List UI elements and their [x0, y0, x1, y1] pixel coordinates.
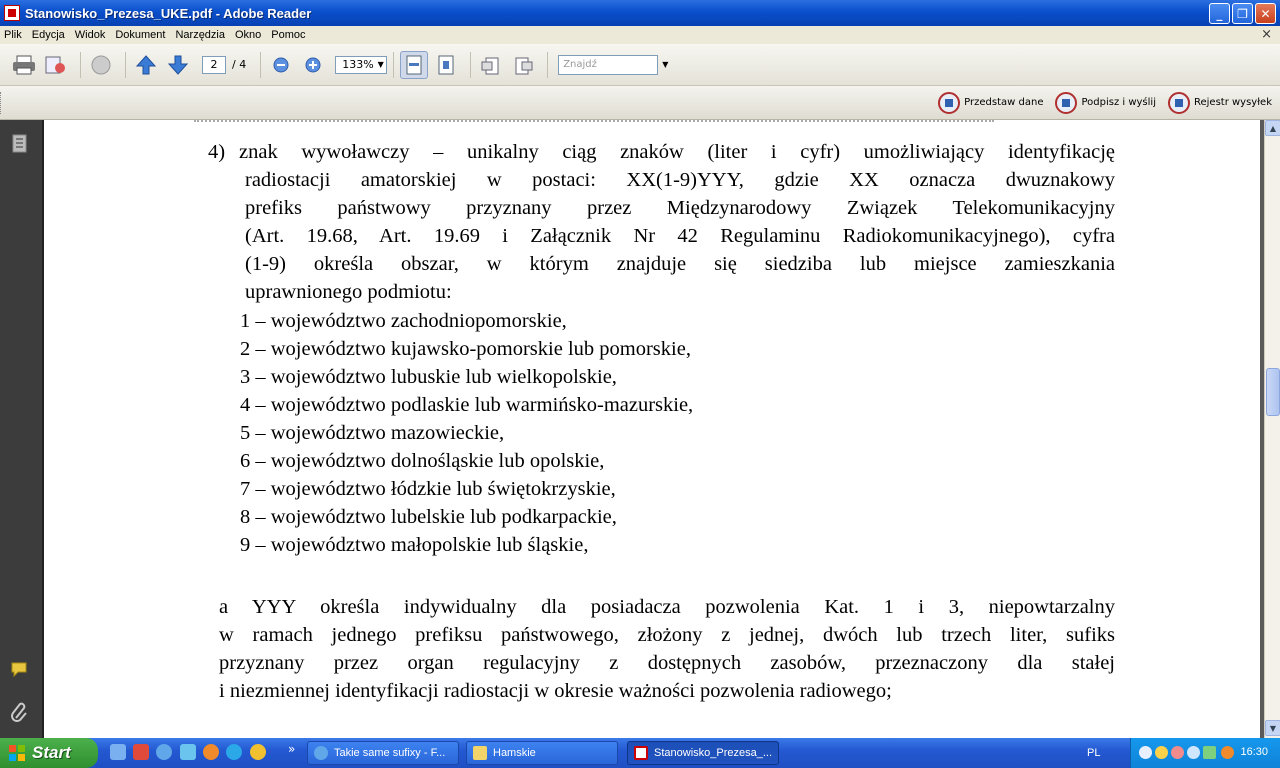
toolbar-separator: [547, 52, 548, 78]
region-item: 7 – województwo łódzkie lub świętokrzyskie,: [240, 478, 616, 500]
sign-send-icon: [1055, 92, 1077, 114]
menu-widok[interactable]: Widok: [74, 29, 106, 41]
arrow-down-icon: [167, 54, 189, 76]
zoom-out-icon: [272, 56, 290, 74]
region-item: 6 – województwo dolnośląskie lub opolskie,: [240, 450, 605, 472]
przedstaw-dane-button[interactable]: [938, 92, 1043, 114]
clipped-previous-line: [194, 120, 994, 122]
minimize-button[interactable]: _: [1209, 3, 1230, 24]
rejestr-wysylek-button[interactable]: [1168, 92, 1272, 114]
folder-icon: [473, 746, 487, 760]
menu-edycja[interactable]: Edycja: [31, 29, 65, 41]
search-dropdown-icon[interactable]: ▼: [662, 60, 669, 69]
printer-icon: [12, 54, 36, 76]
zoom-in-button[interactable]: [299, 51, 327, 79]
task-label: Stanowisko_Prezesa_...: [654, 747, 773, 759]
rotate-icon: [480, 54, 502, 76]
tray-app-icon[interactable]: [1155, 746, 1168, 759]
para1-line: uprawnionego podmiotu:: [245, 281, 452, 303]
task-firefox[interactable]: [307, 741, 459, 765]
globe-icon: [90, 54, 112, 76]
menu-narzedzia[interactable]: Narzędzia: [175, 29, 225, 41]
region-item: 2 – województwo kujawsko-pomorskie lub pomorskie,: [240, 338, 691, 360]
scroll-down-button[interactable]: ▼: [1265, 720, 1280, 736]
tray-app-icon[interactable]: [1139, 746, 1152, 759]
previous-page-button[interactable]: [132, 51, 160, 79]
window-title: Stanowisko_Prezesa_UKE.pdf - Adobe Reader: [25, 5, 312, 21]
tray-network-icon[interactable]: [1187, 746, 1200, 759]
task-label: Takie same sufixy - F...: [334, 747, 446, 759]
fit-width-icon: [405, 55, 423, 75]
pages-icon[interactable]: [10, 134, 30, 154]
next-page-button[interactable]: [164, 51, 192, 79]
para1-line: znak wywoławczy – unikalny ciąg znaków (liter i cyfr) umożliwiający identyfikację: [239, 141, 1115, 163]
region-item: 4 – województwo podlaskie lub warmińsko-mazurskie,: [240, 394, 694, 416]
language-indicator[interactable]: PL: [1087, 747, 1101, 759]
clock: 16:30: [1240, 746, 1268, 758]
para1-line: prefiks państwowy przyznany przez Międzynarodowy Związek Telekomunikacyjny: [245, 197, 1115, 219]
region-item: 5 – województwo mazowieckie,: [240, 422, 505, 444]
quicklaunch-app-icon[interactable]: [180, 744, 196, 760]
para1-line: (1-9) określa obszar, w którym znajduje się siedziba lub miejsce zamieszkania: [245, 253, 1115, 275]
collaborate-button[interactable]: [42, 51, 70, 79]
vertical-scrollbar[interactable]: [1264, 120, 1280, 738]
paperclip-icon[interactable]: [10, 702, 30, 722]
task-folder[interactable]: [466, 741, 618, 765]
region-item: 1 – województwo zachodniopomorskie,: [240, 310, 567, 332]
quicklaunch-app-icon[interactable]: [133, 744, 149, 760]
region-item: 8 – województwo lubelskie lub podkarpackie,: [240, 506, 617, 528]
comments-icon[interactable]: [10, 660, 30, 680]
rotate-right-button[interactable]: [509, 51, 537, 79]
task-label: Hamskie: [493, 747, 536, 759]
quicklaunch-desktop-icon[interactable]: [110, 744, 126, 760]
menu-close-icon[interactable]: ×: [1261, 27, 1272, 42]
windows-flag-icon: [8, 744, 26, 762]
page-total: / 4: [232, 58, 247, 71]
przedstaw-dane-label: Przedstaw dane: [964, 97, 1044, 108]
podpisz-i-wyslij-button[interactable]: [1055, 92, 1156, 114]
main-toolbar: [0, 44, 1280, 86]
start-button[interactable]: [0, 738, 98, 768]
scroll-up-button[interactable]: ▲: [1265, 120, 1280, 136]
rotate-icon: [512, 54, 534, 76]
pdf-page: [44, 120, 1260, 738]
menu-dokument[interactable]: Dokument: [115, 29, 166, 41]
podpisz-i-wyslij-label: Podpisz i wyślij: [1081, 97, 1156, 108]
toolbar-separator: [125, 52, 126, 78]
close-button[interactable]: ✕: [1255, 3, 1276, 24]
rejestr-wysylek-label: Rejestr wysyłek: [1193, 97, 1272, 108]
rotate-left-button[interactable]: [477, 51, 505, 79]
toolbar-separator: [260, 52, 261, 78]
para2-line: a YYY określa indywidualny dla posiadacza pozwolenia Kat. 1 i 3, niepowtarzalny: [219, 596, 1115, 618]
arrow-up-icon: [135, 54, 157, 76]
collaborate-icon: [43, 54, 69, 76]
maximize-button[interactable]: ❐: [1232, 3, 1253, 24]
quicklaunch-app-icon[interactable]: [250, 744, 266, 760]
tray-signal-icon[interactable]: [1203, 746, 1216, 759]
registry-icon: [1168, 92, 1190, 114]
quicklaunch-skype-icon[interactable]: [226, 744, 242, 760]
fit-page-icon: [437, 55, 455, 75]
navigation-panel: [0, 120, 44, 738]
menu-plik[interactable]: Plik: [4, 29, 22, 41]
present-data-icon: [938, 92, 960, 114]
toolbar-grip: [0, 92, 2, 114]
toolbar-separator: [470, 52, 471, 78]
pdf-icon: [634, 746, 648, 760]
menu-okno[interactable]: Okno: [235, 29, 262, 41]
pdf-icon: [4, 5, 20, 21]
task-toolbar: [0, 86, 1280, 120]
system-tray: [1087, 738, 1280, 768]
taskbar: [0, 738, 1280, 768]
quicklaunch-firefox-icon[interactable]: [203, 744, 219, 760]
item-number: 4): [208, 141, 226, 163]
fit-width-button[interactable]: [400, 51, 428, 79]
document-viewport[interactable]: [44, 120, 1264, 738]
quicklaunch-ie-icon[interactable]: [156, 744, 172, 760]
quicklaunch-chevron[interactable]: »: [288, 742, 296, 756]
search-input[interactable]: Znajdź: [558, 55, 658, 75]
start-label: Start: [32, 743, 71, 762]
zoom-in-icon: [304, 56, 322, 74]
para2-line: przyznany przez organ regulacyjny z dostępnych zasobów, przeznaczony dla stałej: [219, 652, 1115, 674]
toolbar-separator: [393, 52, 394, 78]
page-number-input[interactable]: 2: [202, 56, 226, 74]
para2-line: w ramach jednego prefiksu państwowego, złożony z jednej, dwóch lub trzech liter, sufiks: [219, 624, 1115, 646]
fit-page-button[interactable]: [432, 51, 460, 79]
zoom-out-button[interactable]: [267, 51, 295, 79]
print-button[interactable]: [10, 51, 38, 79]
task-adobe-reader[interactable]: [627, 741, 779, 765]
zoom-value: 133%: [342, 58, 374, 71]
menu-pomoc[interactable]: Pomoc: [271, 29, 306, 41]
scroll-thumb[interactable]: [1266, 368, 1280, 416]
para1-line: radiostacji amatorskiej w postaci: XX(1-9)YYY, gdzie XX oznacza dwuznakowy: [245, 169, 1115, 191]
chevron-down-icon[interactable]: ▼: [377, 60, 384, 69]
browser-icon: [314, 746, 328, 760]
menu-bar: [0, 26, 1280, 44]
email-button[interactable]: [87, 51, 115, 79]
toolbar-separator: [80, 52, 81, 78]
title-bar: [0, 0, 1280, 26]
region-item: 3 – województwo lubuskie lub wielkopolskie,: [240, 366, 617, 388]
para2-line: i niezmiennej identyfikacji radiostacji w okresie ważności pozwolenia radiowego;: [219, 680, 892, 702]
region-item: 9 – województwo małopolskie lub śląskie,: [240, 534, 589, 556]
zoom-select[interactable]: [335, 56, 387, 74]
tray-app-icon[interactable]: [1221, 746, 1234, 759]
tray-app-icon[interactable]: [1171, 746, 1184, 759]
para1-line: (Art. 19.68, Art. 19.69 i Załącznik Nr 42 Regulaminu Radiokomunikacyjnego), cyfra: [245, 225, 1115, 247]
